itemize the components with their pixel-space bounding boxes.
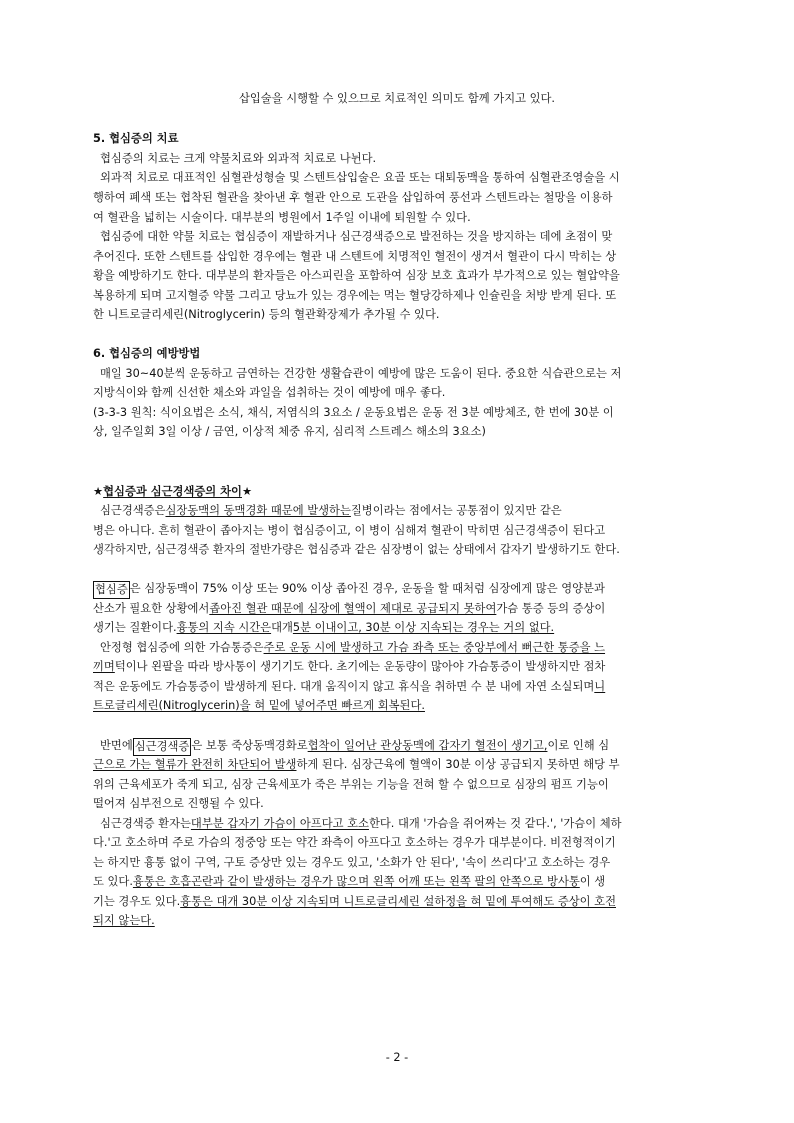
diff-title: 협심증과 심근경색증의 차이 xyxy=(103,485,242,498)
text: 가슴 통증 등의 증상이 xyxy=(496,602,606,615)
text: 생기는 질환이다. xyxy=(93,621,177,634)
underlined-text: 주로 운동 시에 발생하고 가슴 좌측 또는 중앙부에서 뻐근한 통증을 느 xyxy=(263,641,606,654)
text: 턱이나 왼팔을 따라 방사통이 생기기도 한다. 초기에는 운동량이 많아야 가슴통증이 발생하지만 점차 xyxy=(114,660,606,673)
section-number: 5. xyxy=(93,132,106,145)
paragraph-line xyxy=(93,796,701,812)
underlined-text: 되지 않는다. xyxy=(93,914,155,927)
paragraph-line xyxy=(100,738,701,756)
paragraph-line xyxy=(100,229,701,245)
paragraph-line xyxy=(93,542,701,558)
underlined-text: 니 xyxy=(594,680,606,693)
text: 은 심장동맥이 75% 이상 또는 90% 이상 좁아진 경우, 운동을 할 때처럼 심장에게 많은 영양분과 xyxy=(129,582,605,595)
underlined-text: 트로글리세린(Nitroglycerin)을 혀 밑에 넣어주면 빠르게 회복된다. xyxy=(93,699,425,712)
underlined-text: 좁아진 혈관 때문에 심장에 혈액이 제대로 공급되지 못하여 xyxy=(209,602,497,615)
paragraph-line xyxy=(93,913,701,929)
text: 질병이라는 점에서는 공통점이 있지만 같은 xyxy=(350,504,562,517)
text: 위의 근육세포가 죽게 되고, 심장 근육세포가 죽은 부위는 기능을 전혀 할 수 없으므로 심장의 펌프 기능이 xyxy=(93,778,609,791)
text: 상, 일주일회 3일 이상 / 금연, 이상적 체중 유지, 심리적 스트레스 해소의 3요소) xyxy=(93,425,486,438)
text: 병은 아니다. 흔히 혈관이 좁아지는 병이 협심증이고, 이 병이 심해져 혈관이 막히면 심근경색증이 된다고 xyxy=(93,524,606,537)
text: 추어진다. 또한 스텐트를 삽입한 경우에는 혈관 내 스텐트에 치명적인 혈전이 생겨서 혈관이 다시 막히는 상 xyxy=(93,250,617,263)
paragraph-line xyxy=(93,835,701,851)
paragraph-line xyxy=(93,777,701,793)
underlined-text: 협착이 일어난 관상동맥에 갑자기 혈전이 생기고, xyxy=(307,739,548,752)
text: 다.'고 호소하며 주로 가슴의 정중앙 또는 약간 좌측이 아프다고 호소하는 경우가 대부분이다. 비전형적이기 xyxy=(93,836,616,849)
star-icon: ★ xyxy=(93,485,104,498)
paragraph-line xyxy=(100,366,701,382)
text: (3-3-3 원칙: 식이요법은 소식, 채식, 저염식의 3요소 / 운동요법은 운동 전 3분 예방체조, 한 번에 30분 이 xyxy=(93,406,614,419)
underlined-text: 끼며 xyxy=(93,660,115,673)
paragraph-line xyxy=(93,385,701,401)
paragraph-line xyxy=(93,757,701,773)
text: 외과적 치료로 대표적인 심혈관성형술 및 스텐트삽입술은 요골 또는 대퇴동맥을 통하여 심혈관조영술을 시 xyxy=(100,171,620,184)
text: 심근경색증은 xyxy=(100,504,166,517)
text: 이로 인해 심 xyxy=(547,739,610,752)
paragraph-line xyxy=(100,640,701,656)
paragraph-line xyxy=(100,816,701,832)
underlined-text: 흉통은 대개 30분 이상 지속되며 니트로글리세린 설하정을 혀 밑에 투여해도 증상이 호전 xyxy=(180,895,616,908)
paragraph-line xyxy=(93,424,701,440)
text: 산소가 필요한 상황에서 xyxy=(93,602,210,615)
underlined-text: 흉통의 지속 시간은 xyxy=(176,621,272,634)
paragraph-line xyxy=(93,581,701,599)
boxed-term-angina: 협심증 xyxy=(93,581,130,599)
text: 도 있다. xyxy=(93,875,133,888)
underlined-text: 대부분 갑자기 가슴이 아프다고 호소 xyxy=(190,817,369,830)
paragraph-line xyxy=(93,307,701,323)
paragraph-line xyxy=(93,288,701,304)
text: 안정형 협심증에 의한 가슴통증은 xyxy=(100,641,264,654)
paragraph-line xyxy=(100,503,701,519)
diff-heading xyxy=(93,484,701,500)
text: 하게 된다. 심장근육에 혈액이 30분 이상 공급되지 못하면 해당 부 xyxy=(296,758,620,771)
text: 여 혈관을 넓히는 시술이다. 대부분의 병원에서 1주일 이내에 퇴원할 수 있다. xyxy=(93,211,471,224)
paragraph-line xyxy=(93,601,701,617)
text: 협심증에 대한 약물 치료는 협심증이 재발하거나 심근경색증으로 발전하는 것을 방지하는 데에 초점이 맞 xyxy=(100,230,613,243)
paragraph-line xyxy=(93,855,701,871)
paragraph-line xyxy=(93,620,701,636)
section-title: 협심증의 치료 xyxy=(109,132,179,145)
text: 반면에 xyxy=(100,739,133,752)
section-5-heading xyxy=(93,131,701,147)
text: 매일 30~40분씩 운동하고 금연하는 건강한 생활습관이 예방에 많은 도움이 된다. 중요한 식습관으로는 저 xyxy=(100,367,622,380)
text: 대개 xyxy=(271,621,293,634)
paragraph-line xyxy=(93,190,701,206)
text: 복용하게 되며 고지혈증 약물 그리고 당뇨가 있는 경우에는 먹는 혈당강하제나 인슐린을 처방 받게 된다. 또 xyxy=(93,289,617,302)
text: 한 니트로글리세린(Nitroglycerin) 등의 혈관확장제가 추가될 수 있다. xyxy=(93,308,440,321)
section-number: 6. xyxy=(93,347,106,360)
paragraph-line xyxy=(100,170,701,186)
text: 은 보통 죽상동맥경화로 xyxy=(191,739,308,752)
paragraph-line xyxy=(93,659,701,675)
paragraph-line xyxy=(93,210,701,226)
paragraph-line xyxy=(93,894,701,910)
paragraph-line xyxy=(93,679,701,695)
text: 행하여 폐색 또는 협착된 혈관을 찾아낸 후 혈관 안으로 도관을 삽입하여 풍선과 스텐트라는 철망을 이용하 xyxy=(93,191,613,204)
intro-line xyxy=(93,91,701,107)
underlined-text: 5분 이내이고, 30분 이상 지속되는 경우는 거의 없다. xyxy=(292,621,555,634)
text: 심근경색증 환자는 xyxy=(100,817,191,830)
underlined-text: 심장동맥의 동맥경화 때문에 발생하는 xyxy=(165,504,351,517)
paragraph-line xyxy=(93,698,701,714)
text: 기는 경우도 있다. xyxy=(93,895,181,908)
paragraph-line xyxy=(93,268,701,284)
text: 삽입술을 시행할 수 있으므로 치료적인 의미도 함께 가지고 있다. xyxy=(238,92,556,105)
text: 적은 운동에도 가슴통증이 발생하게 된다. 대개 움직이지 않고 휴식을 취하면 수 분 내에 자연 소실되며 xyxy=(93,680,595,693)
paragraph-line xyxy=(93,405,701,421)
text: 는 하지만 흉통 없이 구역, 구토 증상만 있는 경우도 있고, '소화가 안 된다', '속이 쓰리다'고 호소하는 경우 xyxy=(93,856,611,869)
section-6-heading xyxy=(93,346,701,362)
paragraph-line xyxy=(93,523,701,539)
paragraph-line xyxy=(93,249,701,265)
text: 한다. 대개 '가슴을 쥐어짜는 것 같다.', '가슴이 체하 xyxy=(368,817,622,830)
paragraph-line xyxy=(93,874,701,890)
star-icon: ★ xyxy=(241,485,253,498)
text: 지방식이와 함께 신선한 채소와 과일을 섭취하는 것이 예방에 매우 좋다. xyxy=(93,386,446,399)
page-number: - 2 - xyxy=(385,1051,409,1064)
text: 협심증의 치료는 크게 약물치료와 외과적 치료로 나뉜다. xyxy=(100,152,377,165)
text: 이 생 xyxy=(579,875,606,888)
section-title: 협심증의 예방방법 xyxy=(109,347,201,360)
paragraph-line xyxy=(100,151,701,167)
boxed-term-mi: 심근경색증 xyxy=(133,738,192,756)
text: 생각하지만, 심근경색증 환자의 절반가량은 협심증과 같은 심장병이 없는 상태에서 갑자기 발생하기도 한다. xyxy=(93,543,620,556)
text: 황을 예방하기도 한다. 대부분의 환자들은 아스피린을 포함하여 심장 보호 효과가 부가적으로 있는 혈압약을 xyxy=(93,269,620,282)
underlined-text: 근으로 가는 혈류가 완전히 차단되어 발생 xyxy=(93,758,297,771)
text: 떨어져 심부전으로 진행될 수 있다. xyxy=(93,797,264,810)
underlined-text: 흉통은 호흡곤란과 같이 발생하는 경우가 많으며 왼쪽 어깨 또는 왼쪽 팔의 안쪽으로 방사통 xyxy=(132,875,580,888)
